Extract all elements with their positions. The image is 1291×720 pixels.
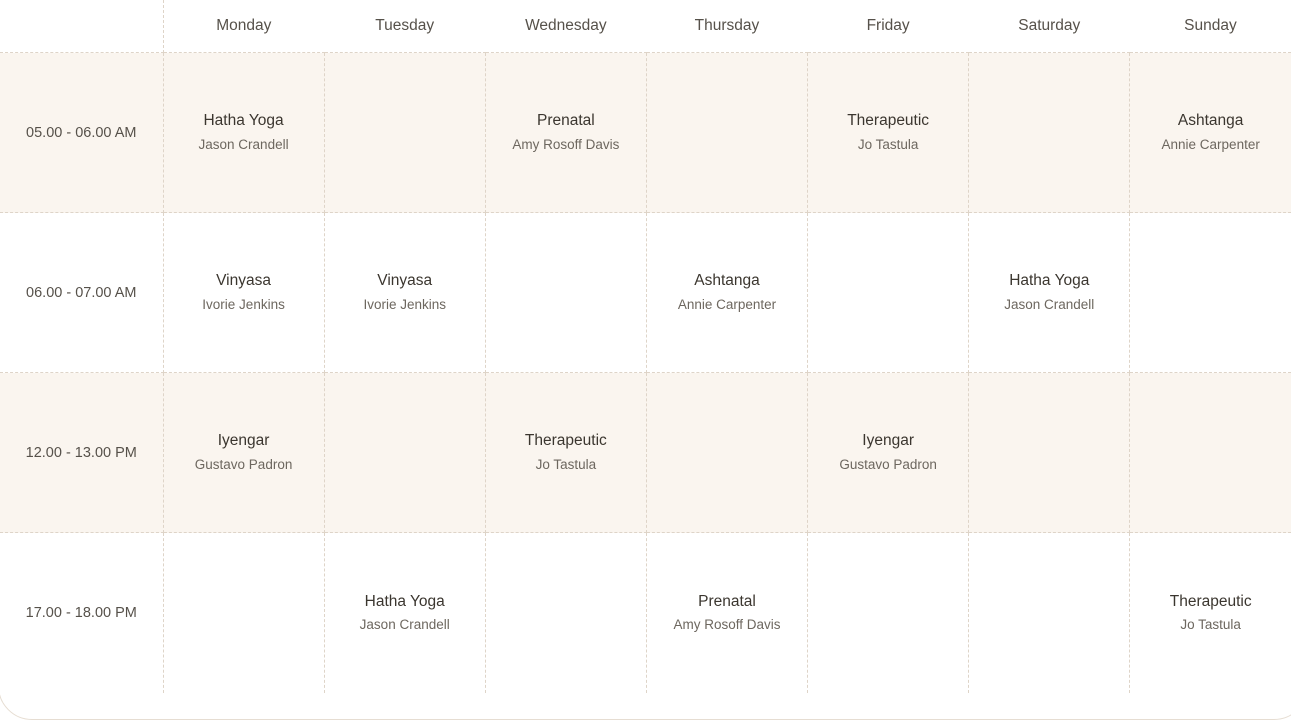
schedule-row <box>0 373 1291 533</box>
schedule-cell[interactable] <box>163 533 324 693</box>
class-teacher: Ivorie Jenkins <box>363 297 446 313</box>
schedule-cell[interactable] <box>485 213 646 373</box>
schedule-cell[interactable] <box>808 53 969 213</box>
schedule-cell[interactable] <box>163 53 324 213</box>
schedule-cell[interactable] <box>324 53 485 213</box>
class-title: Therapeutic <box>524 432 607 450</box>
time-column-header <box>0 0 163 53</box>
time-slot-label: 17.00 - 18.00 PM <box>0 533 163 693</box>
class-title: Iyengar <box>862 432 914 450</box>
class-title: Therapeutic <box>1169 592 1252 610</box>
class-title: Hatha Yoga <box>203 112 284 130</box>
day-header-monday: Monday <box>163 0 324 53</box>
class-title: Ashtanga <box>694 272 760 290</box>
schedule-row <box>0 533 1291 693</box>
schedule-cell[interactable] <box>969 213 1130 373</box>
day-header-friday: Friday <box>808 0 969 53</box>
schedule-cell[interactable] <box>808 533 969 693</box>
class-teacher: Jo Tastula <box>535 457 597 473</box>
schedule-cell[interactable] <box>1130 53 1291 213</box>
class-teacher: Jason Crandell <box>359 617 450 633</box>
time-slot-label: 06.00 - 07.00 AM <box>0 213 163 373</box>
class-teacher: Jason Crandell <box>198 137 289 153</box>
day-header-thursday: Thursday <box>646 0 807 53</box>
schedule-cell[interactable] <box>1130 213 1291 373</box>
class-title: Hatha Yoga <box>364 592 445 610</box>
schedule-cell[interactable] <box>808 213 969 373</box>
class-teacher: Gustavo Padron <box>194 457 293 473</box>
schedule-cell[interactable] <box>969 53 1130 213</box>
class-teacher: Amy Rosoff Davis <box>673 617 781 633</box>
schedule-row <box>0 53 1291 213</box>
schedule-cell[interactable] <box>485 53 646 213</box>
schedule-cell[interactable] <box>1130 373 1291 533</box>
schedule-row <box>0 213 1291 373</box>
day-header-saturday: Saturday <box>969 0 1130 53</box>
schedule-cell[interactable] <box>324 213 485 373</box>
schedule-cell[interactable] <box>485 373 646 533</box>
class-teacher: Gustavo Padron <box>839 457 937 473</box>
schedule-cell[interactable] <box>163 373 324 533</box>
day-header-tuesday: Tuesday <box>324 0 485 53</box>
schedule-cell[interactable] <box>808 373 969 533</box>
class-teacher: Ivorie Jenkins <box>202 297 285 313</box>
class-title: Prenatal <box>536 112 595 130</box>
schedule-cell[interactable] <box>485 533 646 693</box>
class-title: Vinyasa <box>377 272 433 290</box>
time-slot-label: 12.00 - 13.00 PM <box>0 373 163 533</box>
class-title: Ashtanga <box>1177 112 1244 130</box>
class-teacher: Jo Tastula <box>857 137 919 153</box>
class-teacher: Jo Tastula <box>1180 617 1241 633</box>
class-teacher: Jason Crandell <box>1004 297 1095 313</box>
schedule-table-head <box>0 0 1291 53</box>
time-slot-label: 05.00 - 06.00 AM <box>0 53 163 213</box>
class-title: Iyengar <box>217 432 270 450</box>
schedule-cell[interactable] <box>324 373 485 533</box>
schedule-cell[interactable] <box>646 373 807 533</box>
schedule-cell[interactable] <box>163 213 324 373</box>
class-title: Prenatal <box>698 592 756 610</box>
schedule-cell[interactable] <box>646 53 807 213</box>
schedule-table-body <box>0 53 1291 693</box>
class-teacher: Annie Carpenter <box>677 297 777 313</box>
schedule-cell[interactable] <box>324 533 485 693</box>
class-title: Hatha Yoga <box>1009 272 1090 290</box>
schedule-cell[interactable] <box>969 533 1130 693</box>
day-header-sunday: Sunday <box>1130 0 1291 53</box>
schedule-cell[interactable] <box>969 373 1130 533</box>
schedule-cell[interactable] <box>646 533 807 693</box>
schedule-cell[interactable] <box>646 213 807 373</box>
day-header-wednesday: Wednesday <box>485 0 646 53</box>
class-teacher: Amy Rosoff Davis <box>512 137 620 153</box>
schedule-cell[interactable] <box>1130 533 1291 693</box>
class-teacher: Annie Carpenter <box>1161 137 1260 153</box>
day-header-row <box>0 0 1291 53</box>
class-title: Vinyasa <box>216 272 271 290</box>
class-title: Therapeutic <box>847 112 930 130</box>
